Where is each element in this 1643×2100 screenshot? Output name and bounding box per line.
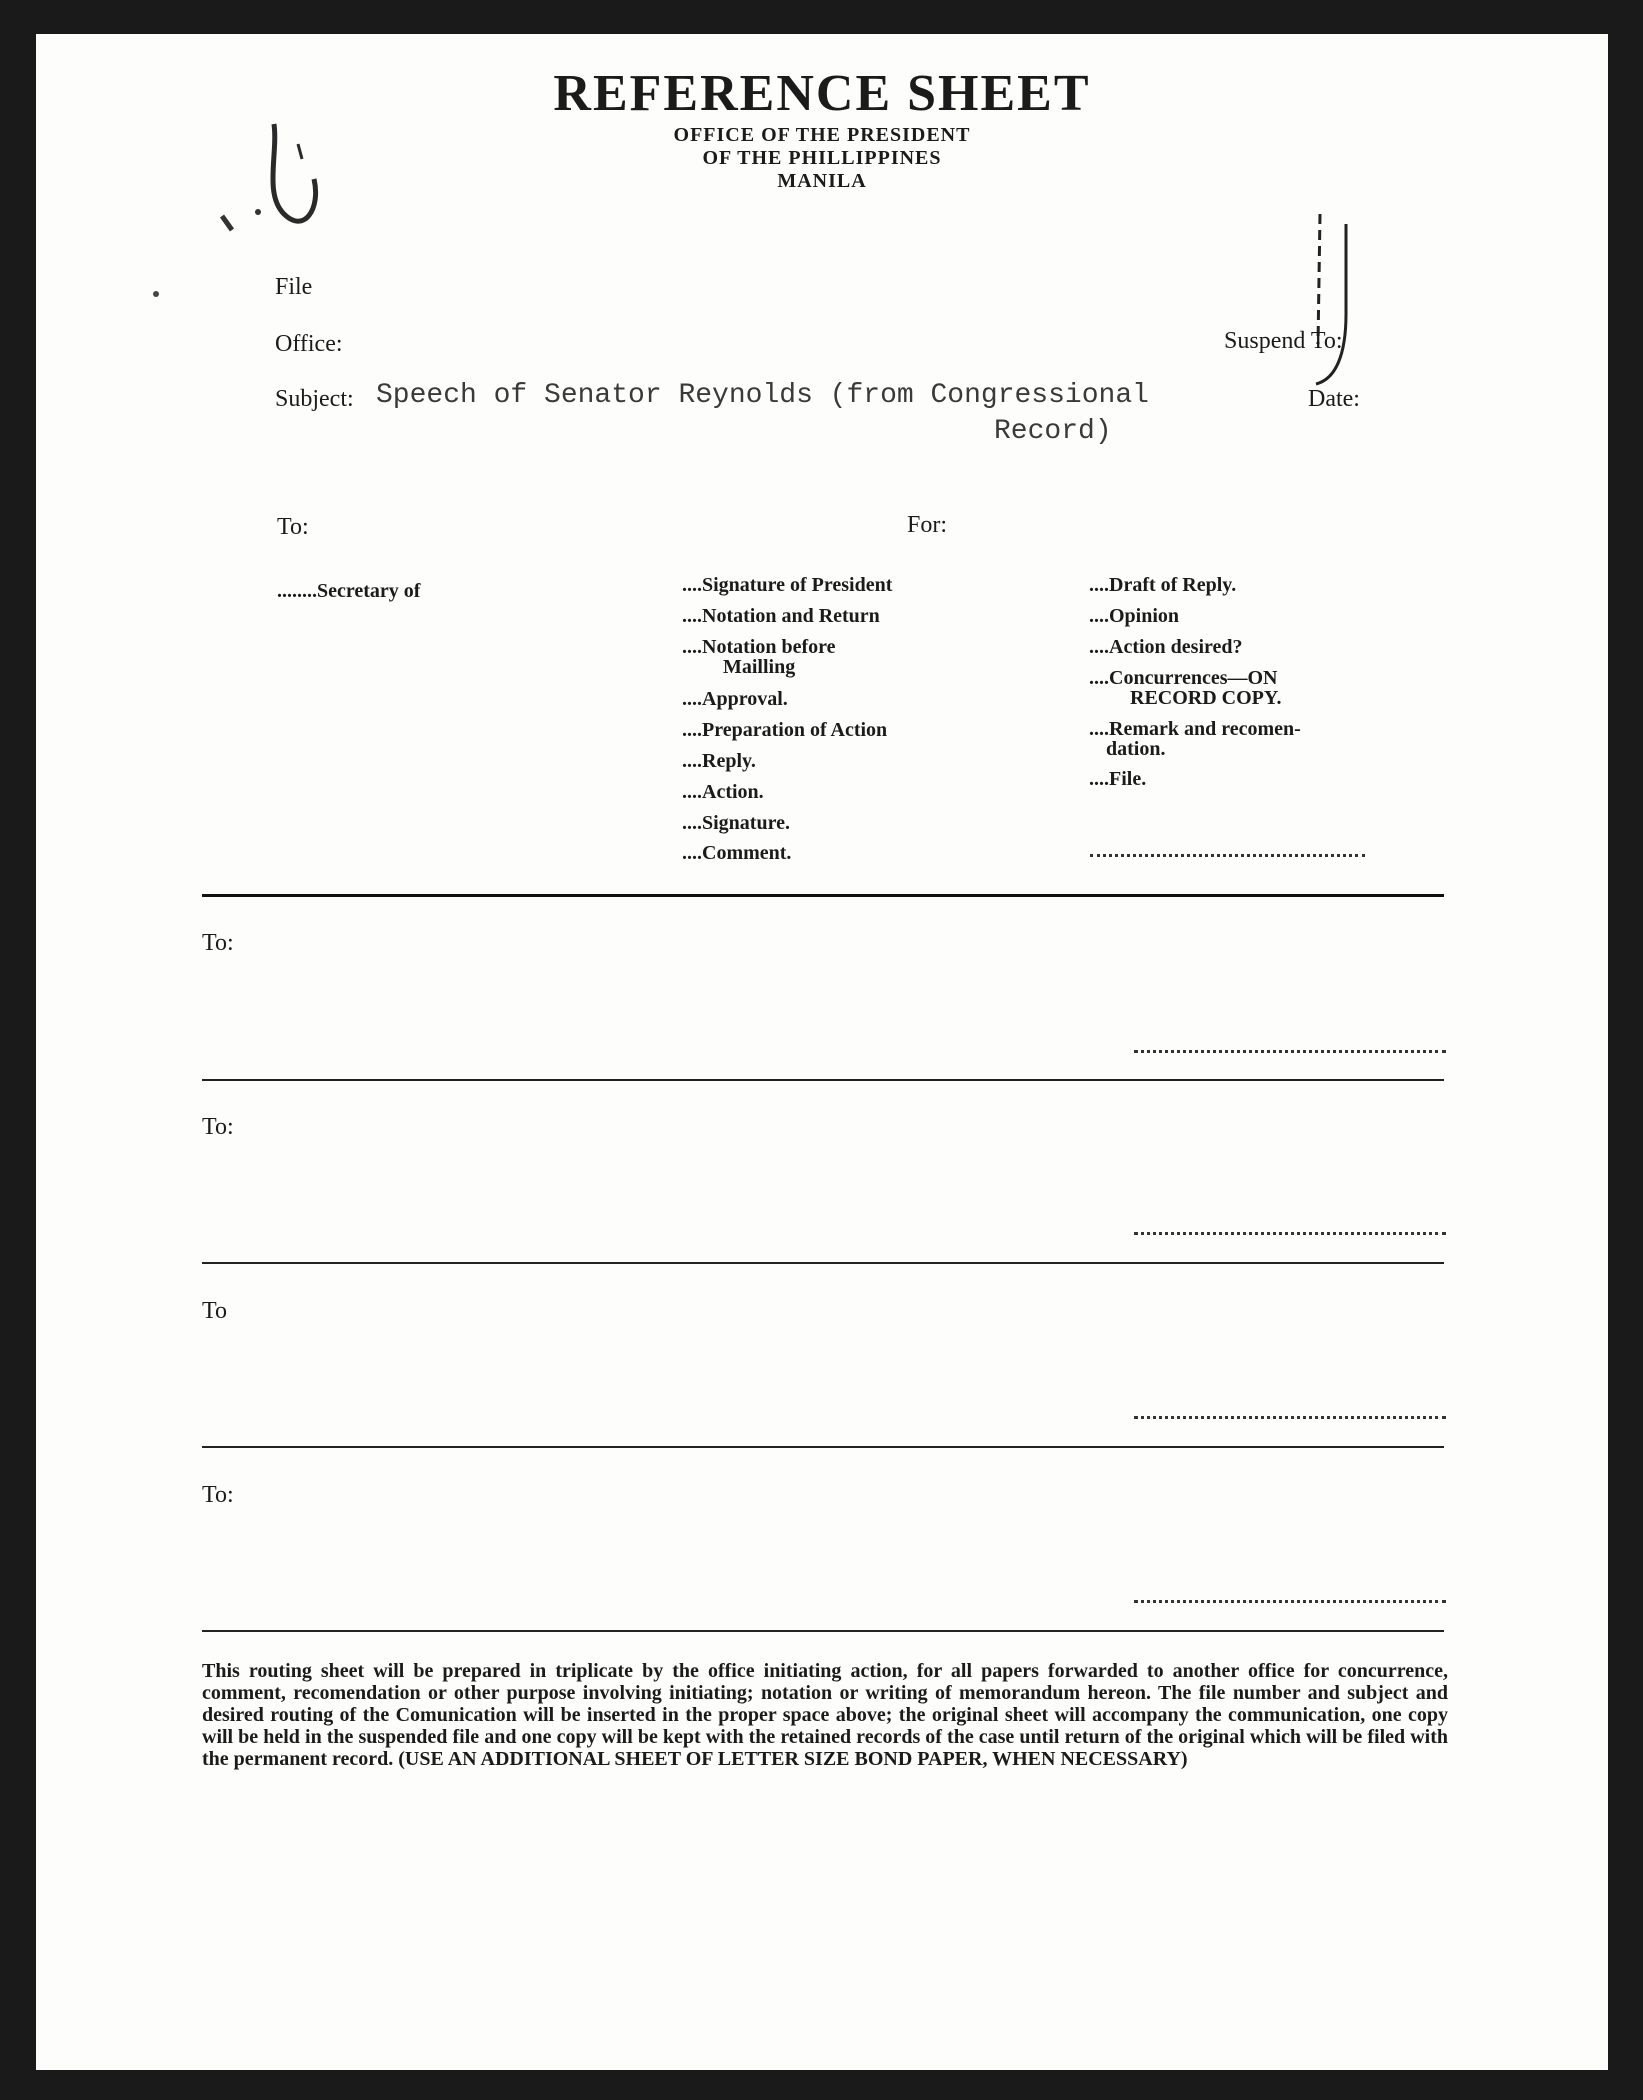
- to-section-2-signature-line: [1134, 1232, 1446, 1235]
- to-section-1-signature-line: [1134, 1050, 1446, 1053]
- option-approval: ....Approval.: [682, 688, 788, 710]
- suspend-to-label: Suspend To:: [1224, 328, 1343, 354]
- to-section-4-rule: [202, 1630, 1444, 1632]
- to-section-3-signature-line: [1134, 1416, 1446, 1419]
- blank-option-line: [1090, 854, 1365, 857]
- option-remark-cont: dation.: [1106, 738, 1166, 760]
- date-label: Date:: [1308, 386, 1360, 412]
- subject-label: Subject:: [275, 386, 354, 412]
- section-divider: [202, 894, 1444, 897]
- routing-instructions: This routing sheet will be prepared in triplicate by the office initiating action, for all papers forwarded to another office for concurrence, comment, recomendation or other purpose involving initiating; notation or writing of memorandum hereon. The file number and subject and desired routing of the Comunication will be inserted in the proper space above; the original sheet will accompany the communication, one copy will be held in the suspended file and one copy will be kept with the retained records of the case until return of the original which will be filed with the permanent record. (USE AN ADDITIONAL SHEET OF LETTER SIZE BOND PAPER, WHEN NECESSARY): [202, 1660, 1448, 1770]
- to-label: To:: [277, 514, 309, 540]
- to-section-1-rule: [202, 1079, 1444, 1081]
- to-section-3-label: To: [202, 1298, 227, 1324]
- to-section-4-label: To:: [202, 1482, 234, 1508]
- option-concurrences-cont: RECORD COPY.: [1130, 687, 1282, 709]
- office-line-3: MANILA: [777, 170, 867, 192]
- option-remark: ....Remark and recomen-: [1089, 718, 1301, 740]
- subject-text-line-1: Speech of Senator Reynolds (from Congressional: [376, 380, 1149, 411]
- to-section-1-label: To:: [202, 930, 234, 956]
- staple-mark-icon: [1306, 204, 1386, 394]
- option-draft-of-reply: ....Draft of Reply.: [1089, 574, 1237, 596]
- option-notation-before-mailling: ....Notation before: [682, 636, 836, 658]
- file-label: File: [275, 274, 313, 300]
- to-section-4-signature-line: [1134, 1600, 1446, 1603]
- to-section-2-label: To:: [202, 1114, 234, 1140]
- document-title: REFERENCE SHEET: [553, 65, 1091, 122]
- option-signature-of-president: ....Signature of President: [682, 574, 893, 596]
- option-file: ....File.: [1089, 768, 1147, 790]
- speck-mark-icon: [146, 284, 176, 304]
- option-preparation-of-action: ....Preparation of Action: [682, 719, 888, 741]
- reference-sheet-page: [36, 34, 1608, 2070]
- option-comment: ....Comment.: [682, 842, 792, 864]
- option-action-desired: ....Action desired?: [1089, 636, 1243, 658]
- option-concurrences: ....Concurrences—ON: [1089, 667, 1278, 689]
- option-reply: ....Reply.: [682, 750, 756, 772]
- to-section-3-rule: [202, 1446, 1444, 1448]
- secretary-of-option: ........Secretary of: [277, 580, 421, 602]
- to-section-2-rule: [202, 1262, 1444, 1264]
- option-action: ....Action.: [682, 781, 764, 803]
- for-label: For:: [907, 512, 948, 538]
- office-label: Office:: [275, 331, 343, 357]
- office-line-1: OFFICE OF THE PRESIDENT: [673, 124, 971, 146]
- option-signature: ....Signature.: [682, 812, 790, 834]
- option-notation-before-mailling-cont: Mailling: [723, 656, 796, 678]
- option-opinion: ....Opinion: [1089, 605, 1180, 627]
- office-line-2: OF THE PHILLIPPINES: [702, 147, 942, 169]
- subject-text-line-2: Record): [994, 416, 1112, 447]
- option-notation-and-return: ....Notation and Return: [682, 605, 880, 627]
